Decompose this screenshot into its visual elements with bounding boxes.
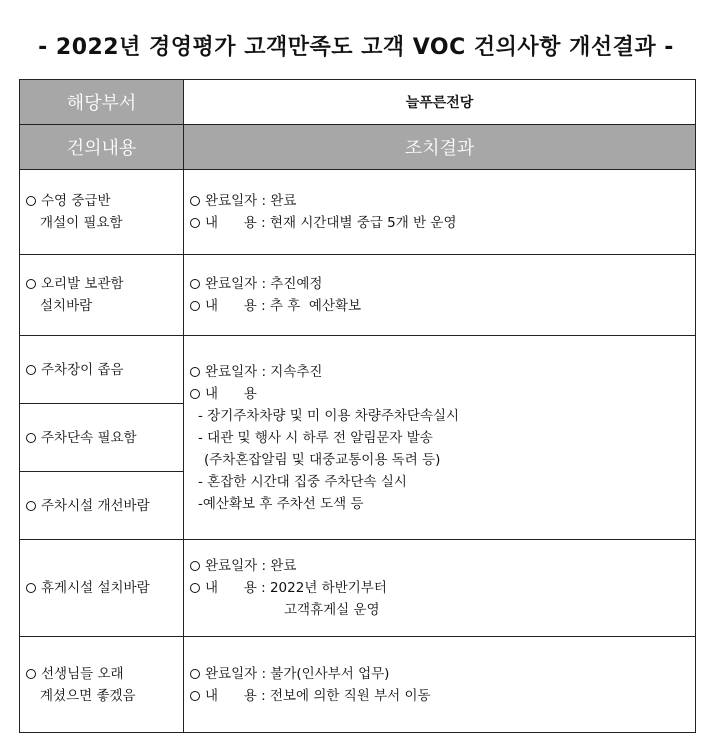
result-detail: 내 용 : 추 후 예산확보 — [205, 298, 362, 314]
request-text: 개설이 필요함 — [40, 215, 123, 231]
circle-bullet-icon — [190, 561, 200, 571]
result-subitem: - 대관 및 행사 시 하루 전 알림문자 발송 — [198, 429, 433, 446]
result-subitem: - 혼잡한 시간대 집중 주차단속 실시 — [198, 473, 407, 490]
dept-value: 늘푸른전당 — [184, 80, 696, 125]
result-cell — [184, 170, 696, 255]
circle-bullet-icon — [190, 279, 200, 289]
circle-bullet-icon — [190, 691, 200, 701]
completion-date: 완료일자 : 지속추진 — [205, 363, 323, 380]
completion-date: 완료일자 : 완료 — [205, 193, 297, 209]
result-detail: 내 용 : 현재 시간대별 중급 5개 반 운영 — [205, 215, 457, 231]
circle-bullet-icon — [26, 501, 36, 511]
result-subitem: (주차혼잡알림 및 대중교통이용 독려 등) — [204, 451, 441, 468]
result-subitem: -예산확보 후 주차선 도색 등 — [198, 495, 364, 512]
table-row — [20, 637, 696, 733]
result-detail: 내 용 : 전보에 의한 직원 부서 이동 — [205, 687, 431, 704]
result-cell — [184, 255, 696, 336]
request-cell — [20, 336, 184, 404]
circle-bullet-icon — [190, 583, 200, 593]
circle-bullet-icon — [190, 367, 200, 377]
circle-bullet-icon — [26, 196, 36, 206]
result-subitem: - 장기주차차량 및 미 이용 차량주차단속실시 — [198, 407, 460, 424]
circle-bullet-icon — [190, 218, 200, 228]
result-detail: 내 용 — [205, 385, 257, 402]
request-text: 수영 중급반 — [41, 193, 111, 209]
request-text: 계셨으면 좋겠음 — [40, 687, 136, 704]
request-text: 주차시설 개선바람 — [41, 497, 150, 514]
request-text: 주차장이 좁음 — [41, 361, 124, 378]
request-text: 설치바람 — [40, 298, 93, 314]
result-cell — [184, 637, 696, 733]
table-row — [20, 540, 696, 637]
content-label: 건의내용 — [20, 125, 184, 170]
completion-date: 완료일자 : 완료 — [205, 558, 297, 574]
result-detail: 내 용 : 2022년 하반기부터 — [205, 580, 387, 596]
request-text: 오리발 보관함 — [41, 276, 124, 292]
circle-bullet-icon — [26, 433, 36, 443]
request-text: 휴게시설 설치바람 — [41, 580, 150, 596]
result-detail-continued: 고객휴게실 운영 — [284, 602, 380, 618]
circle-bullet-icon — [26, 583, 36, 593]
request-cell — [20, 472, 184, 540]
circle-bullet-icon — [26, 365, 36, 375]
request-cell — [20, 637, 184, 733]
result-cell — [184, 336, 696, 540]
result-label: 조치결과 — [184, 125, 696, 170]
circle-bullet-icon — [190, 196, 200, 206]
request-cell — [20, 170, 184, 255]
dept-label: 해당부서 — [20, 80, 184, 125]
result-cell — [184, 540, 696, 637]
request-text: 주차단속 필요함 — [41, 429, 137, 446]
request-cell — [20, 255, 184, 336]
circle-bullet-icon — [26, 669, 36, 679]
request-text: 선생님들 오래 — [41, 665, 124, 682]
request-cell — [20, 540, 184, 637]
completion-date: 완료일자 : 추진예정 — [205, 276, 323, 292]
table-row — [20, 170, 696, 255]
page-title: - 2022년 경영평가 고객만족도 고객 VOC 건의사항 개선결과 - — [38, 35, 674, 60]
request-cell — [20, 404, 184, 472]
circle-bullet-icon — [190, 301, 200, 311]
circle-bullet-icon — [26, 279, 36, 289]
voc-table — [19, 79, 696, 733]
circle-bullet-icon — [190, 669, 200, 679]
table-row — [20, 336, 696, 404]
circle-bullet-icon — [190, 389, 200, 399]
completion-date: 완료일자 : 불가(인사부서 업무) — [205, 665, 390, 682]
table-row — [20, 255, 696, 336]
